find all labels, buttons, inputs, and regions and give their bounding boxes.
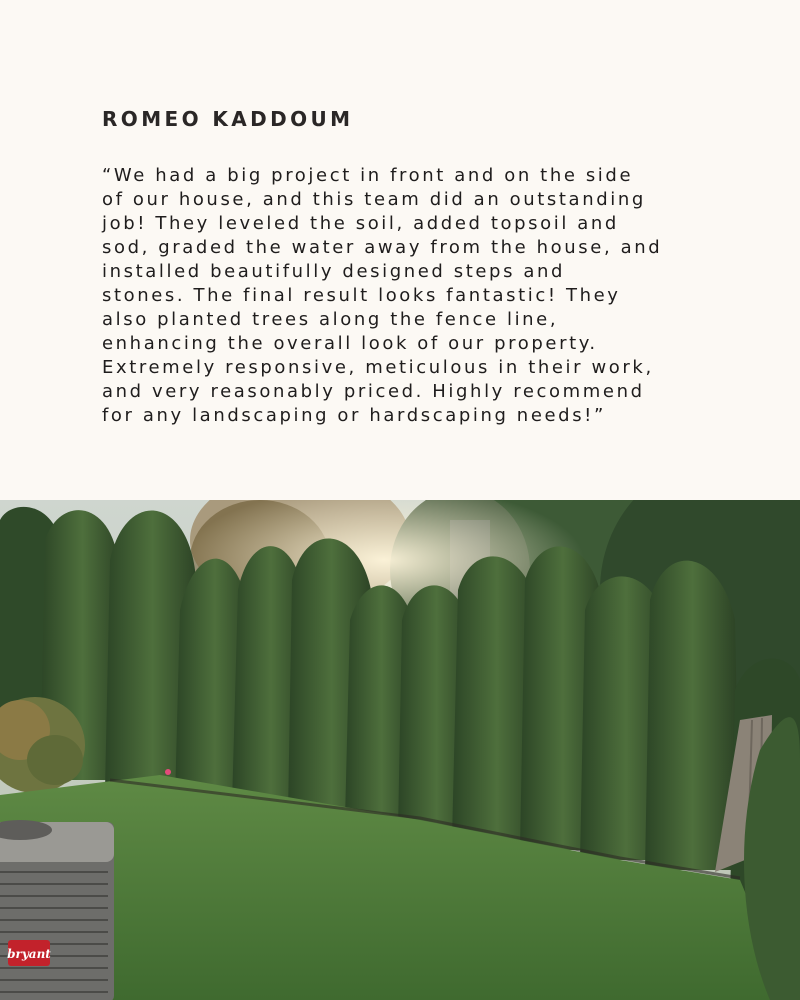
quote-line: installed beautifully designed steps and [102, 261, 566, 282]
marker-flag [165, 769, 171, 775]
quote-line: also planted trees along the fence line, [102, 309, 559, 330]
quote-line: for any landscaping or hardscaping needs!” [102, 405, 606, 426]
quote-line: job! They leveled the soil, added topsoil and [102, 213, 619, 234]
review-quote [102, 164, 742, 428]
quote-line: of our house, and this team did an outstanding [102, 189, 646, 210]
backyard-illustration [0, 500, 800, 1000]
quote-line: stones. The final result looks fantastic! They [102, 285, 621, 306]
backyard-photo [0, 500, 800, 1000]
ac-unit [0, 820, 114, 1000]
reviewer-name: ROMEO KADDOUM [102, 107, 354, 131]
quote-line: Extremely responsive, meticulous in their work, [102, 357, 654, 378]
quote-line: enhancing the overall look of our property. [102, 333, 598, 354]
quote-line: “We had a big project in front and on the side [102, 165, 634, 186]
quote-line: sod, graded the water away from the house, and [102, 237, 663, 258]
brand-label: bryant [7, 947, 51, 961]
quote-line: and very reasonably priced. Highly recommend [102, 381, 645, 402]
